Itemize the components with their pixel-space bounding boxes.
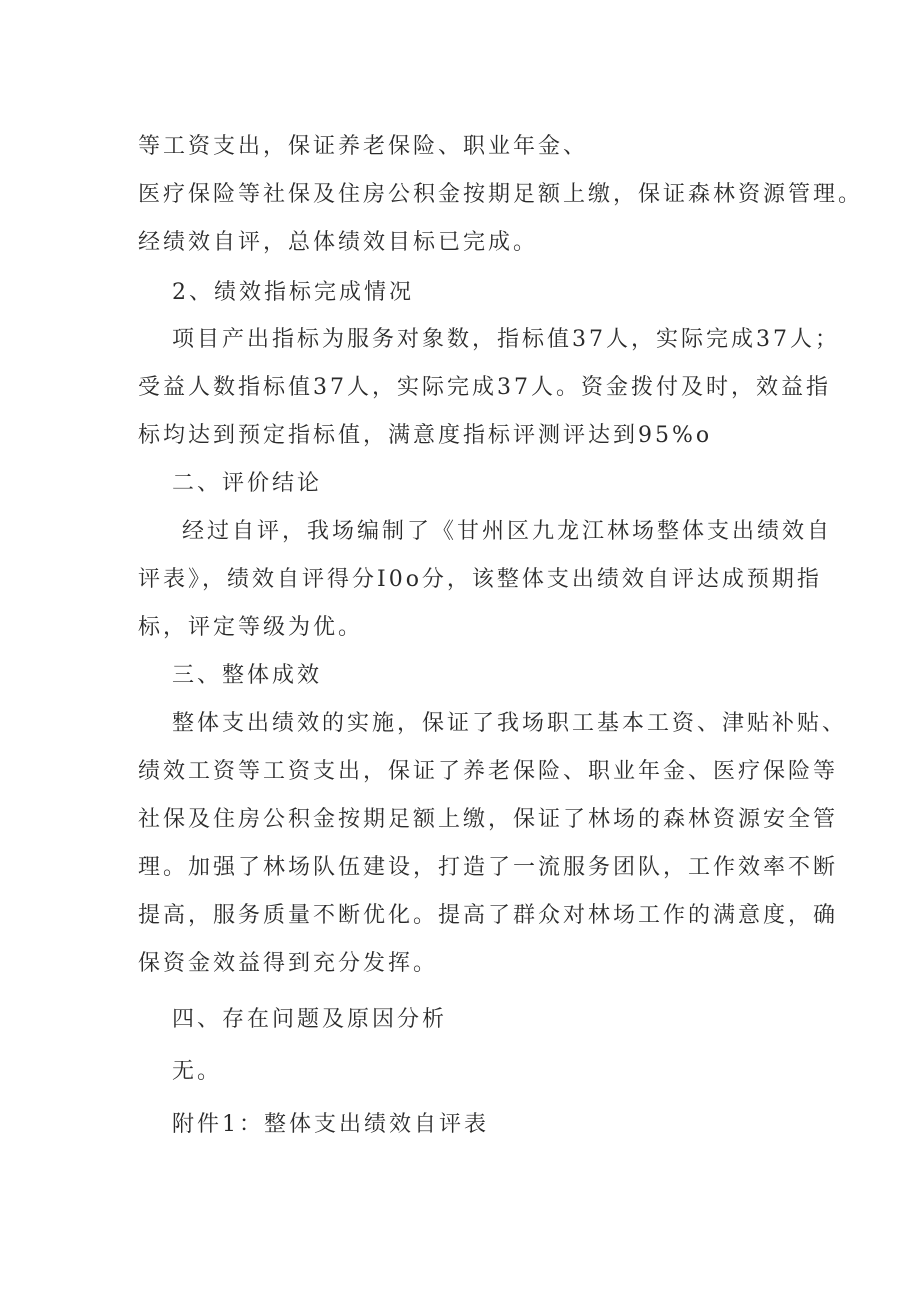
body-text-line: 理。加强了林场队伍建设，打造了一流服务团队，工作效率不断	[138, 855, 839, 880]
body-text-line: 评表》，绩效自评得分I0o分，该整体支出绩效自评达成预期指	[138, 567, 822, 592]
body-text-line: 医疗保险等社保及住房公积金按期足额上缴，保证森林资源管理。	[138, 182, 864, 207]
body-text-line: 经绩效自评，总体绩效目标已完成。	[138, 230, 539, 255]
body-text-line: 等工资支出，保证养老保险、职业年金、	[138, 134, 589, 159]
body-text-line: 受益人数指标值37人，实际完成37人。资金拨付及时，效益指	[138, 375, 831, 400]
section-heading: 四、存在问题及原因分析	[172, 1007, 448, 1032]
attachment-line: 附件1：整体支出绩效自评表	[172, 1112, 489, 1137]
body-text-line: 绩效工资等工资支出，保证了养老保险、职业年金、医疗保险等	[138, 759, 839, 784]
body-text-line: 无。	[172, 1059, 223, 1084]
body-text-line: 提高，服务质量不断优化。提高了群众对林场工作的满意度，确	[138, 903, 839, 928]
body-text-line: 保资金效益得到充分发挥。	[138, 951, 439, 976]
body-text-line: 项目产出指标为服务对象数，指标值37人，实际完成37人；	[172, 327, 840, 352]
subsection-heading: 2、绩效指标完成情况	[172, 280, 414, 305]
body-text-line: 社保及住房公积金按期足额上缴，保证了林场的森林资源安全管	[138, 807, 839, 832]
section-heading: 二、评价结论	[172, 471, 323, 496]
section-heading: 三、整体成效	[172, 663, 323, 688]
body-text-line: 标，评定等级为优。	[138, 615, 364, 640]
body-text-line: 经过自评，我场编制了《甘州区九龙江林场整体支出绩效自	[182, 519, 833, 544]
body-text-line: 整体支出绩效的实施，保证了我场职工基本工资、津贴补贴、	[172, 711, 848, 736]
body-text-line: 标均达到预定指标值，满意度指标评测评达到95%o	[138, 423, 713, 448]
